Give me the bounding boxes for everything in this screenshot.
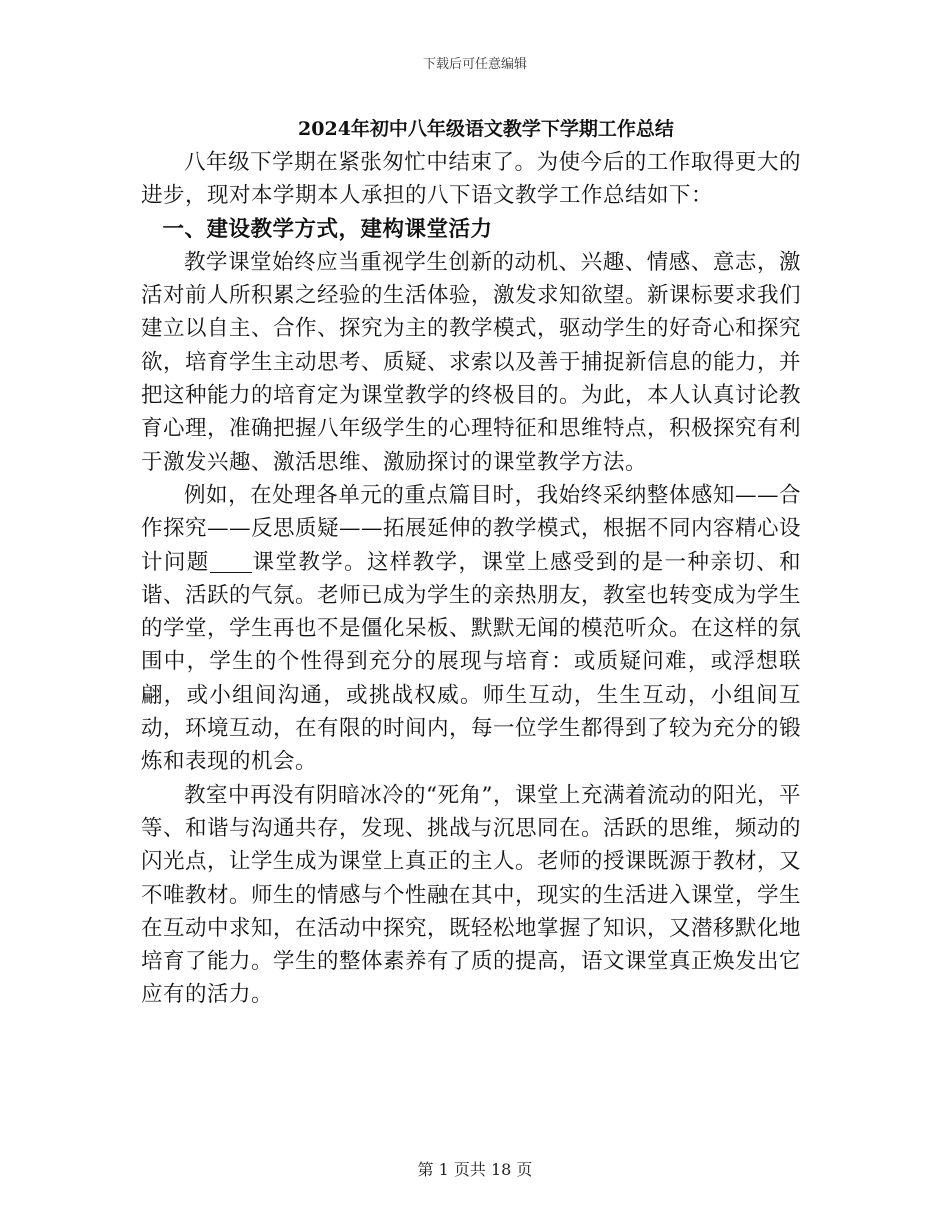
paragraph-3: 教室中再没有阴暗冰冷的“死角”，课堂上充满着流动的阳光，平等、和谐与沟通共存，发现、挑战与沉思同在。活跃的思维，频动的闪光点，让学生成为课堂上真正的主人。老师的授课既源于教材，又不唯教材。师生的情感与个性融在其中，现实的生活进入课堂，学生在互动中求知，在活动中探究，既轻松地掌握了知识，又潜移默化地培育了能力。学生的整体素养有了质的提高，语文课堂真正焕发出它应有的活力。	[141, 782, 802, 1008]
document-title: 2024年初中八年级语文教学下学期工作总结	[298, 118, 674, 140]
paragraph-2-text-a: 例如，在处理各单元的重点篇目时，我始终采纳整体感知——合作探究——反思质疑——拓展延伸的教学模式，根据不同内容精心设计问题	[141, 482, 802, 575]
fill-in-blank	[210, 550, 252, 573]
page-header-note: 下载后可任意编辑	[422, 57, 527, 72]
paragraph-2	[141, 479, 801, 779]
paragraph-1: 教学课堂始终应当重视学生创新的动机、兴趣、情感、意志，激活对前人所积累之经验的生活体验，激发求知欲望。新课标要求我们建立以自主、合作、探究为主的教学模式，驱动学生的好奇心和探究欲，培育学生主动思考、质疑、求索以及善于捕捉新信息的能力，并把这种能力的培育定为课堂教学的终极目的。为此，本人认真讨论教育心理，准确把握八年级学生的心理特征和思维特点，积极探究有利于激发兴趣、激活思维、激励探讨的课堂教学方法。	[141, 249, 802, 475]
intro-paragraph: 八年级下学期在紧张匆忙中结束了。为使今后的工作取得更大的进步，现对本学期本人承担的八下语文教学工作总结如下：	[141, 150, 801, 209]
section-heading-1: 一、建设教学方式，建构课堂活力	[162, 216, 493, 242]
page-number: 第 1 页共 18 页	[417, 1160, 533, 1179]
paragraph-2-text-b: 课堂教学。这样教学，课堂上感受到的是一种亲切、和谐、活跃的气氛。老师已成为学生的亲热朋友，教室也转变成为学生的学堂，学生再也不是僵化呆板、默默无闻的模范听众。在这样的氛围中，学生的个性得到充分的展现与培育：或质疑问难，或浮想联翩，或小组间沟通，或挑战权威。师生互动，生生互动，小组间互动，环境互动，在有限的时间内，每一位学生都得到了较为充分的锻炼和表现的机会。	[141, 549, 802, 775]
document-body	[141, 112, 801, 1012]
